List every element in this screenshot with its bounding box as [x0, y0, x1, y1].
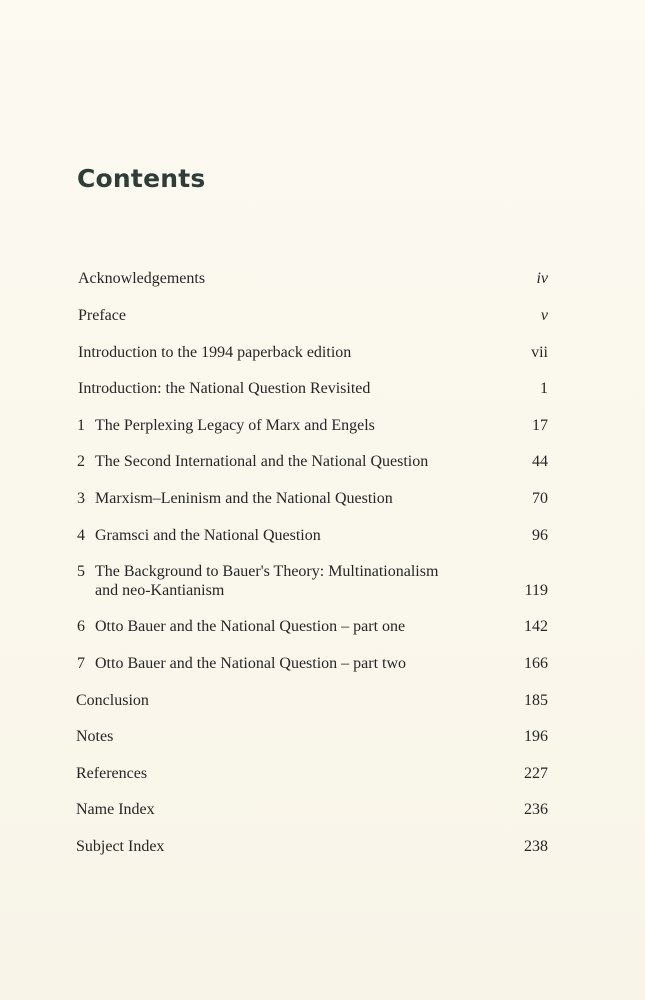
toc-entry-title-row [77, 526, 321, 545]
toc-entry-title: Otto Bauer and the National Question – part two [95, 655, 407, 672]
toc-entry-title: Acknowledgements [78, 270, 206, 287]
toc-chapter-number: 1 [77, 417, 85, 434]
toc-chapter-number: 6 [77, 618, 85, 635]
toc-entry-page: 44 [532, 453, 548, 470]
toc-chapter-number: 7 [77, 655, 85, 672]
toc-entry-title: Otto Bauer and the National Question – part one [95, 618, 406, 635]
toc-entry-title: Introduction: the National Question Revisited [78, 380, 371, 397]
toc-entry-title: Name Index [76, 801, 155, 818]
toc-entry-title: The Second International and the National Question [95, 453, 429, 470]
toc-entry-title: Notes [76, 728, 114, 745]
toc-entry-page: 196 [524, 728, 548, 745]
toc-entry-title: Subject Index [76, 838, 165, 855]
toc-entry-page: 96 [532, 527, 548, 544]
toc-entry-title: Preface [78, 307, 126, 324]
toc-entry-title-row [77, 489, 393, 508]
toc-entry-title: Introduction to the 1994 paperback edition [78, 344, 352, 361]
toc-entry-page: 236 [524, 801, 548, 818]
toc-entry-page: 238 [524, 838, 548, 855]
toc-entry-page: 119 [524, 582, 548, 599]
toc-entry-title-row [77, 654, 406, 673]
toc-entry-title: Marxism–Leninism and the National Question [95, 490, 393, 507]
toc-entry-title: Gramsci and the National Question [95, 527, 321, 544]
toc-entry-title-row [77, 416, 375, 435]
toc-entry-title-row [77, 562, 438, 600]
toc-entry-page: 227 [524, 765, 548, 782]
toc-chapter-number: 5 [77, 563, 85, 580]
toc-entry-title-row [77, 617, 405, 636]
toc-entry-page: iv [536, 270, 548, 287]
toc-entry-page: 185 [524, 692, 548, 709]
toc-entry-page: 70 [532, 490, 548, 507]
toc-entry-page: 142 [524, 618, 548, 635]
toc-chapter-number: 3 [77, 490, 85, 507]
toc-entry-page: 1 [540, 380, 548, 397]
page-title: Contents [77, 164, 206, 193]
toc-entry-title: The Background to Bauer's Theory: Multinationalism [95, 563, 439, 580]
toc-entry-page: 17 [532, 417, 548, 434]
toc-entry-page: v [540, 307, 548, 324]
toc-chapter-number: 2 [77, 453, 85, 470]
toc-entry-page: 166 [524, 655, 548, 672]
toc-entry-page: vii [531, 344, 548, 361]
toc-entry-title: References [76, 765, 148, 782]
toc-entry-title: Conclusion [76, 692, 149, 709]
toc-entry-title: The Perplexing Legacy of Marx and Engels [95, 417, 375, 434]
toc-entry-title-continued: and neo-Kantianism [95, 582, 225, 599]
toc-entry-title-row [77, 452, 428, 471]
toc-chapter-number: 4 [77, 527, 85, 544]
